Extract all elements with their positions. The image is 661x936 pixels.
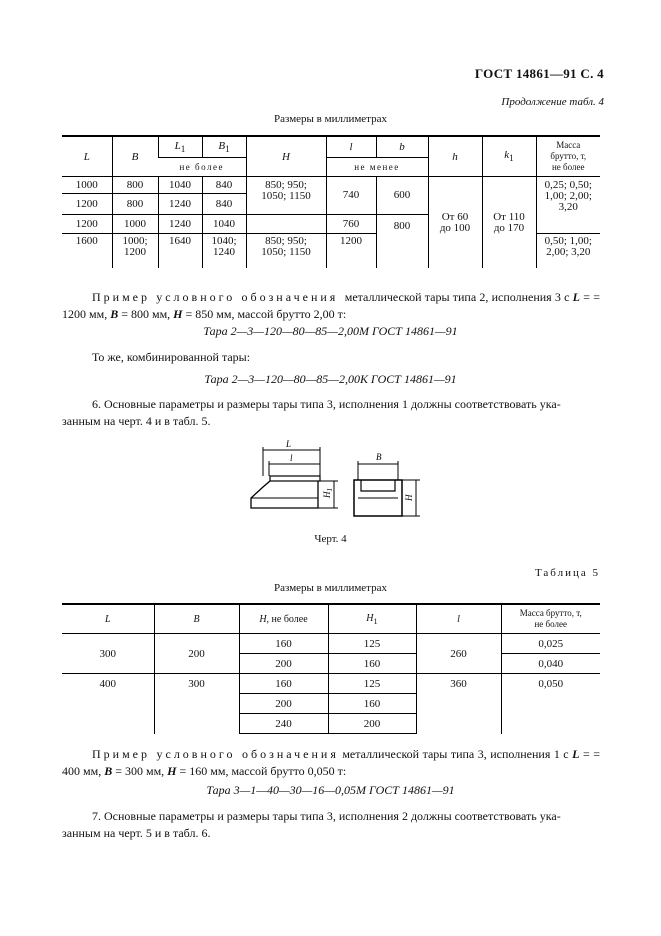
mass-group1: 0,25; 0,50; 1,00; 2,00; 3,20 [536, 177, 600, 234]
table5-caption: Размеры в миллиметрах [274, 582, 387, 594]
col-H: H [246, 136, 326, 177]
l-row4: 1200 [326, 234, 376, 269]
t5-col-l: l [416, 604, 501, 634]
table-row: 200 160 [62, 694, 600, 714]
table-row: 1000 800 1040 840 850; 950; 1050; 1150 740 600 От 60 до 100 От 110 до 170 0,25; 0,50; 1,00; 2,00; 3,20 [62, 177, 600, 194]
mass-group2: 0,50; 1,00; 2,00; 3,20 [536, 234, 600, 269]
col-l: l [326, 136, 376, 158]
table-row: 400 300 160 125 360 0,050 [62, 674, 600, 694]
not-more-label: не более [158, 158, 246, 177]
col-h: h [428, 136, 482, 177]
dim-l: l [290, 453, 293, 463]
col-mass: Масса брутто, т, не более [536, 136, 600, 177]
table-row: 300 200 160 125 260 0,025 [62, 634, 600, 654]
l-row3: 760 [326, 215, 376, 234]
t5-col-H: H, не более [239, 604, 328, 634]
paragraph-6: 6. Основные параметры и размеры тары типа 3, исполнения 1 должны соответствовать ука- занным на черт. 4 и в табл. 5. [62, 397, 561, 428]
table-row: 200 160 0,040 [62, 654, 600, 674]
example2-designation: Тара 3—1—40—30—16—0,05М ГОСТ 14861—91 [206, 783, 455, 797]
table-5 [62, 603, 600, 734]
t5-col-B: B [154, 604, 239, 634]
t5-col-H1: $H_1$ [328, 604, 416, 634]
table-row: 1600 1000; 1200 1640 1040; 1240 850; 950; 1050; 1150 1200 0,50; 1,00; 2,00; 3,20 [62, 234, 600, 269]
drawing-4-caption: Черт. 4 [314, 533, 347, 545]
example2-text: Пример условного обозначения металлической тары типа 3, исполнения 1 с L = = 400 мм, B = 300 мм, H = 160 мм, массой брутто 0,050 т: [62, 747, 600, 778]
col-k1: $k_1$ [482, 136, 536, 177]
col-L: L [62, 136, 112, 177]
combined-designation: Тара 2—3—120—80—85—2,00К ГОСТ 14861—91 [204, 372, 457, 386]
table4-caption: Размеры в миллиметрах [274, 113, 387, 125]
table-row: 1200 1000 1240 1040 760 800 [62, 215, 600, 234]
table-row: 1200 800 1240 840 [62, 194, 600, 215]
b-group2: 800 [376, 215, 428, 269]
col-b: b [376, 136, 428, 158]
table-continuation-label: Продолжение табл. 4 [501, 96, 604, 108]
col-B1: $B_1$ [202, 136, 246, 158]
drawing-4 [238, 436, 428, 528]
t5-col-L: L [62, 604, 154, 634]
page-header: ГОСТ 14861—91 С. 4 [474, 66, 604, 81]
paragraph-7: 7. Основные параметры и размеры тары типа 3, исполнения 2 должны соответствовать ука- занным на черт. 5 и в табл. 6. [62, 809, 561, 840]
H-group1: 850; 950; 1050; 1150 [246, 177, 326, 215]
dim-H1: $H_1$ [322, 488, 334, 498]
example1-designation: Тара 2—3—120—80—85—2,00М ГОСТ 14861—91 [203, 324, 458, 338]
b-group1: 600 [376, 177, 428, 215]
dim-L: L [286, 439, 292, 449]
h-all: От 60 до 100 [428, 177, 482, 269]
example1-text: Пример условного обозначения металлической тары типа 2, исполнения 3 с L = = 1200 мм, B = 800 мм, H = 850 мм, массой брутто 2,00 т: [62, 290, 601, 321]
l-group1: 740 [326, 177, 376, 215]
col-B: B [112, 136, 158, 177]
col-L1: $L_1$ [158, 136, 202, 158]
not-less-label: не менее [326, 158, 428, 177]
dim-H: H [404, 494, 414, 501]
table-row: 240 200 [62, 714, 600, 734]
t5-col-mass: Масса брутто, т, не более [501, 604, 600, 634]
table5-title: Таблица 5 [534, 567, 600, 579]
k1-all: От 110 до 170 [482, 177, 536, 269]
table-4 [62, 135, 600, 268]
same-combined-text: То же, комбинированной тары: [92, 350, 251, 364]
dim-B: B [376, 452, 382, 462]
